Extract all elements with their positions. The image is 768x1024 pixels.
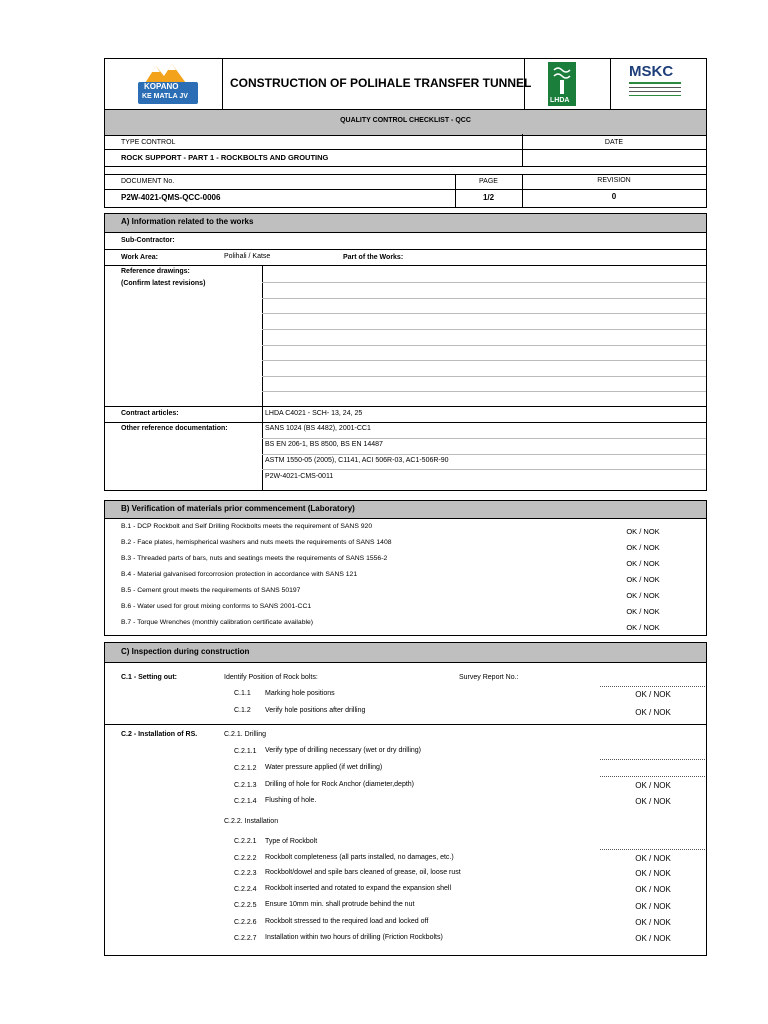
item-text: Water pressure applied (if wet drilling) [265,764,383,771]
ok-nok-status[interactable]: OK / NOK [626,591,660,600]
answer-field[interactable] [600,849,705,850]
item-text: Flushing of hole. [265,797,317,804]
checklist-text: B.5 - Cement grout meets the requirements of SANS 50197 [121,587,301,594]
contract-articles-label: Contract articles: [121,410,179,417]
item-text: Rockbolt inserted and rotated to expand the expansion shell [265,885,452,892]
section-b-title: B) Verification of materials prior commencement (Laboratory) [121,504,355,513]
checklist-text: B.4 - Material galvanised forcorrosion protection in accordance with SANS 121 [121,571,358,578]
ok-nok-status[interactable]: OK / NOK [626,543,660,552]
drawing-line [262,345,706,346]
subcontractor-label: Sub-Contractor: [121,237,175,244]
answer-field[interactable] [600,776,705,777]
subtitle: QUALITY CONTROL CHECKLIST - QCC [340,117,471,124]
item-number: C.2.2.2 [234,855,257,862]
type-control-label: TYPE CONTROL [121,139,176,146]
ok-nok-status[interactable]: OK / NOK [635,902,671,911]
lhda-logo-text: LHDA [550,97,570,104]
ok-nok-status[interactable]: OK / NOK [626,527,660,536]
ok-nok-status[interactable]: OK / NOK [635,934,671,943]
kopano-logo [130,60,202,106]
checklist-text: B.6 - Water used for grout mixing conforms to SANS 2001-CC1 [121,603,312,610]
checklist-row [121,540,693,552]
revision-label: REVISION [597,177,631,184]
item-number: C.2.2.1 [234,838,257,845]
divider [104,149,707,150]
survey-label: Survey Report No.: [459,674,519,681]
ok-nok-status[interactable]: OK / NOK [626,559,660,568]
item-number: C.2.1.4 [234,798,257,805]
divider [104,422,707,423]
item-text: Rockbolt completeness (all parts installed, no damages, etc.) [265,854,454,861]
item-number: C.2.2.4 [234,886,257,893]
divider [104,406,707,407]
item-number: C.2.1.2 [234,765,257,772]
c1-label: C.1 - Setting out: [121,674,177,681]
checklist-text: B.3 - Threaded parts of bars, nuts and seatings meets the requirements of SANS 1556-2 [121,555,388,562]
checklist-row [121,524,693,536]
c2-label: C.2 - Installation of RS. [121,731,198,738]
other-ref-item: ASTM 1550-05 (2005), C1141, ACI 506R-03, AC1-506R-90 [265,457,449,464]
divider [104,724,707,725]
part-of-works-label: Part of the Works: [343,254,404,261]
item-number: C.2.2.7 [234,935,257,942]
date-label: DATE [604,139,624,146]
document-no-value: P2W-4021-QMS-QCC-0006 [121,193,221,202]
ok-nok-status[interactable]: OK / NOK [635,797,671,806]
divider [629,87,681,88]
divider [629,82,681,84]
ok-nok-status[interactable]: OK / NOK [635,918,671,927]
item-text: Marking hole positions [265,690,335,697]
survey-field[interactable] [600,686,705,687]
ok-nok-status[interactable]: OK / NOK [635,854,671,863]
divider [610,58,611,109]
item-text: Rockbolt/dowel and spile bars cleaned of grease, oil, loose rust [265,869,461,876]
ref-drawings-label: Reference drawings: [121,268,190,275]
c22-heading: C.2.2. Installation [224,818,279,825]
ok-nok-status[interactable]: OK / NOK [635,690,671,699]
ok-nok-status[interactable]: OK / NOK [626,575,660,584]
drawing-line [262,360,706,361]
other-ref-label: Other reference documentation: [121,425,228,432]
ref-line [262,438,706,439]
work-area-label: Work Area: [121,254,158,261]
item-text: Installation within two hours of drilling (Friction Rockbolts) [265,934,443,941]
c1-heading: Identify Position of Rock bolts: [224,674,318,681]
document-no-label: DOCUMENT No. [121,178,175,185]
divider [104,166,707,167]
item-number: C.1.2 [234,707,251,714]
item-text: Ensure 10mm min. shall protrude behind the nut [265,901,415,908]
kopano-logo-text: KE MATLA JV [142,93,188,100]
checklist-row [121,604,693,616]
section-a-title: A) Information related to the works [121,217,254,226]
item-text: Rockbolt stressed to the required load and locked off [265,918,429,925]
item-text: Verify hole positions after drilling [265,707,366,714]
lhda-logo [548,62,576,106]
checklist-text: B.7 - Torque Wrenches (monthly calibration certificate available) [121,619,314,626]
checklist-text: B.1 - DCP Rockbolt and Self Drilling Rockbolts meets the requirement of SANS 920 [121,523,373,530]
item-number: C.1.1 [234,690,251,697]
other-ref-item: BS EN 206-1, BS 8500, BS EN 14487 [265,441,383,448]
divider [104,189,707,190]
divider [222,58,223,109]
item-text: Verify type of drilling necessary (wet or dry drilling) [265,747,422,754]
drawing-line [262,376,706,377]
ref-line [262,454,706,455]
checklist-row [121,620,693,632]
section-c-title: C) Inspection during construction [121,647,250,656]
divider [104,249,707,250]
ok-nok-status[interactable]: OK / NOK [626,623,660,632]
other-ref-item: P2W-4021-CMS-0011 [265,473,334,480]
ok-nok-status[interactable]: OK / NOK [635,708,671,717]
checklist-row [121,588,693,600]
work-area-value: Polihali / Katse [224,253,271,260]
waves-icon [548,62,576,96]
item-number: C.2.2.3 [234,870,257,877]
page-title: CONSTRUCTION OF POLIHALE TRANSFER TUNNEL [230,76,532,90]
ok-nok-status[interactable]: OK / NOK [635,781,671,790]
item-number: C.2.1.3 [234,782,257,789]
item-text: Drilling of hole for Rock Anchor (diameter,depth) [265,781,415,788]
contract-articles-value: LHDA C4021 - SCH- 13, 24, 25 [265,410,363,417]
divider [104,174,707,175]
checklist-row [121,572,693,584]
ok-nok-status[interactable]: OK / NOK [626,607,660,616]
drawing-line [262,313,706,314]
divider [629,91,681,92]
revision-value: 0 [611,192,617,201]
kopano-logo-text: KOPANO [144,82,179,91]
page-value: 1/2 [482,193,495,202]
section-a [104,213,707,491]
checklist-text: B.2 - Face plates, hemispherical washers and nuts meets the requirements of SANS 1408 [121,539,392,546]
page-label: PAGE [479,178,498,185]
mskc-logo [627,62,687,102]
c21-heading: C.2.1. Drilling [224,731,267,738]
drawing-line [262,391,706,392]
checklist-row [121,556,693,568]
mskc-logo-text: MSKC [629,63,674,80]
item-text: Type of Rockbolt [265,838,318,845]
ref-drawings-note: (Confirm latest revisions) [121,280,206,287]
divider [629,95,681,96]
type-control-value: ROCK SUPPORT - PART 1 - ROCKBOLTS AND GROUTING [121,153,329,162]
ref-line [262,469,706,470]
drawing-line [262,329,706,330]
drawing-line [262,298,706,299]
ok-nok-status[interactable]: OK / NOK [635,885,671,894]
ok-nok-status[interactable]: OK / NOK [635,869,671,878]
item-number: C.2.2.5 [234,902,257,909]
item-number: C.2.2.6 [234,919,257,926]
other-ref-item: SANS 1024 (BS 4482), 2001-CC1 [265,425,371,432]
drawing-line [262,282,706,283]
item-number: C.2.1.1 [234,748,257,755]
divider [104,265,707,266]
answer-field[interactable] [600,759,705,760]
